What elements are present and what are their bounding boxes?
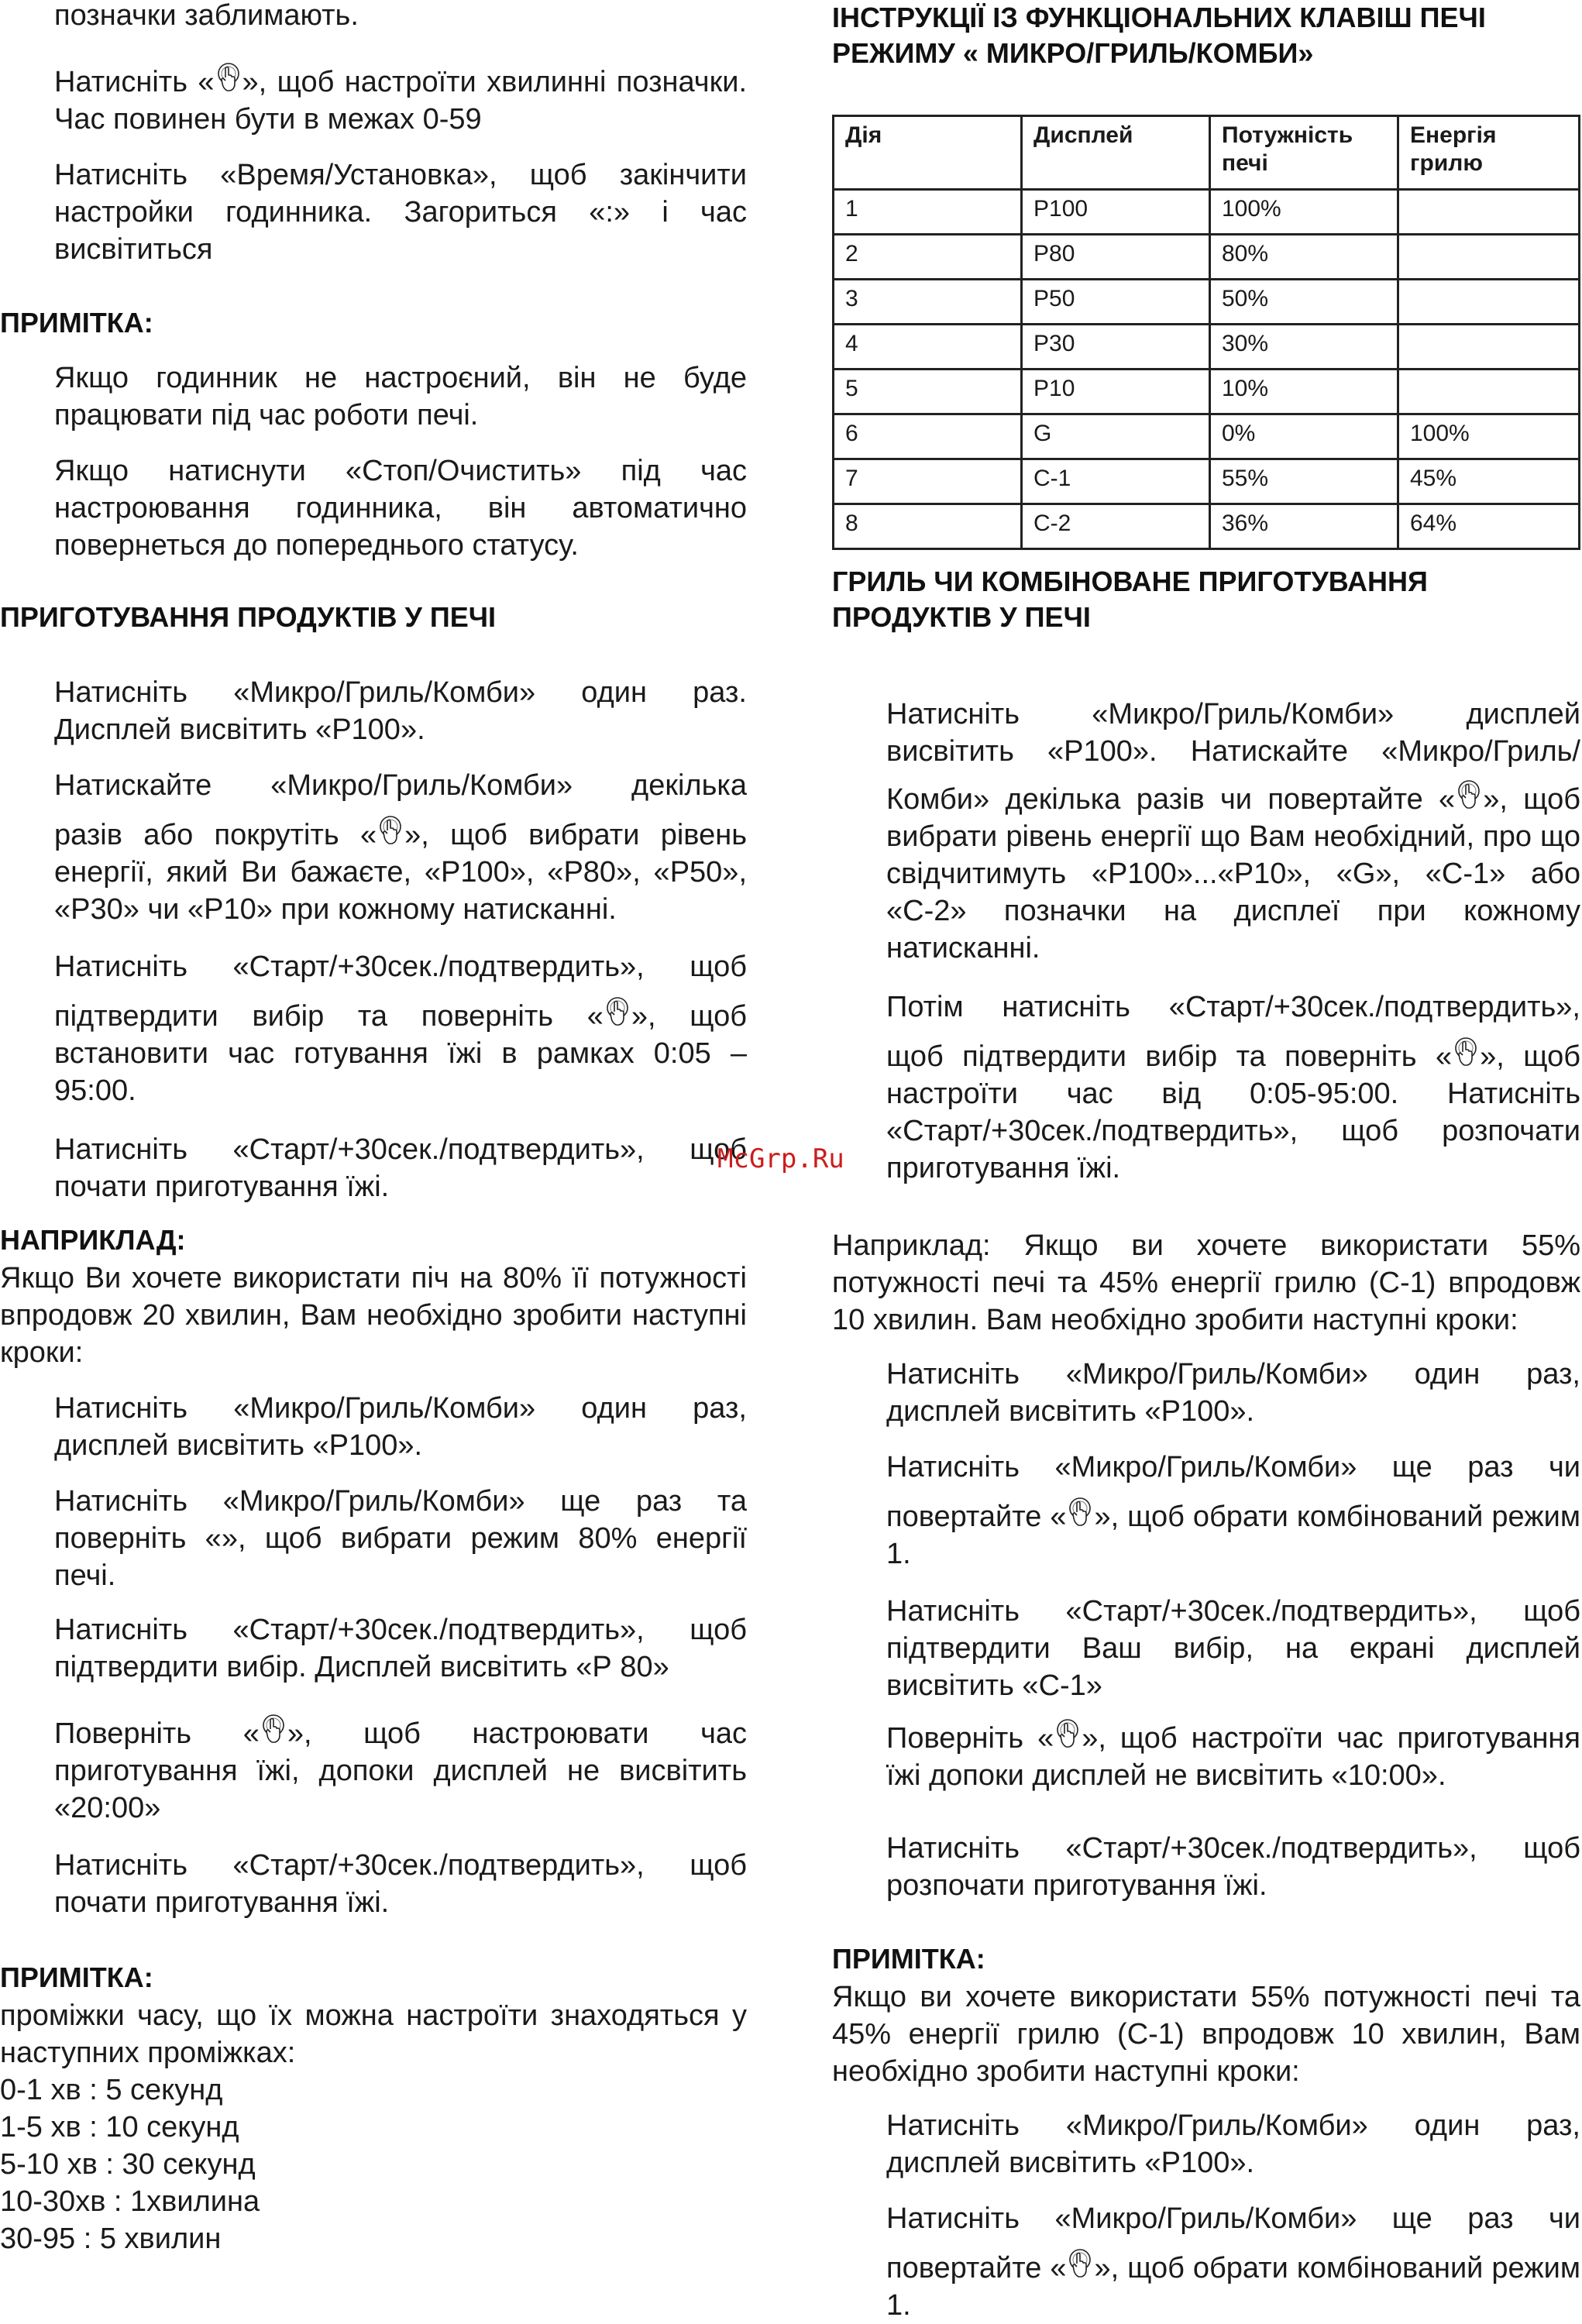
dial-knob-icon — [1054, 1718, 1082, 1751]
grill-example-step-1: Натисніть «Микро/Гриль/Комби» один раз, дисплей висвітить «Р100». — [886, 1358, 1580, 1428]
dial-knob-icon — [377, 815, 404, 847]
dial-knob-icon — [604, 996, 631, 1029]
table-cell: P10 — [1022, 370, 1210, 414]
table-row — [834, 325, 1580, 370]
interval-item: 1-5 хв : 10 секунд — [0, 2111, 239, 2144]
example-intro: Якщо Ви хочете використати піч на 80% її потужності впродовж 20 хвилин, Вам необхідно зробити наступні кроки: — [0, 1262, 747, 1369]
interval-list — [0, 2071, 260, 2257]
note-2-intro: проміжки часу, що їх можна настроїти знаходяться у наступних проміжках: — [0, 1999, 747, 2069]
table-cell: P30 — [1022, 325, 1210, 370]
grill-step-1-line1: Натисніть «Микро/Гриль/Комби» дисплей висвітить «Р100». Натискайте «Микро/Гриль/ — [886, 698, 1580, 768]
dial-knob-icon — [1066, 2248, 1094, 2281]
interval-item: 10-30хв : 1хвилина — [0, 2185, 260, 2218]
table-cell: C-1 — [1022, 459, 1210, 504]
dial-knob-icon — [260, 1714, 287, 1746]
dial-knob-icon — [1455, 779, 1483, 812]
example-step-5: Натисніть «Старт/+30сек./подтвердить», щоб почати приготування їжі. — [54, 1849, 747, 1919]
grill-note-step-1: Натисніть «Микро/Гриль/Комби» один раз, дисплей висвітить «Р100». — [886, 2109, 1580, 2179]
table-cell: P100 — [1022, 190, 1210, 235]
table-row — [834, 280, 1580, 325]
table-cell — [1398, 235, 1580, 280]
table-cell: 0% — [1210, 414, 1398, 459]
cook-step-3 — [54, 948, 747, 1109]
cook-step-2-rest — [54, 815, 747, 928]
example-step-4-post: », щоб настроювати час приготування їжі, допоки дисплей не висвітить «20:00» — [54, 1717, 747, 1824]
cook-step-3-rest — [54, 996, 747, 1109]
cook-step-2-post: », щоб вибрати рівень енергії, який Ви бажаєте, «Р100», «Р80», «Р50», «Р30» чи «Р10» при кожному натисканні. — [54, 819, 747, 926]
column-header: Дія — [834, 116, 1022, 190]
table-row — [834, 370, 1580, 414]
table-cell: P80 — [1022, 235, 1210, 280]
grill-example-step-2 — [886, 1449, 1580, 1573]
cook-step-3-line1: Натисніть «Старт/+30сек./подтвердить», щоб — [54, 951, 747, 983]
interval-item: 30-95 : 5 хвилин — [0, 2223, 222, 2255]
cook-step-2-line1: Натискайте «Микро/Гриль/Комби» декілька — [54, 769, 747, 802]
column-header: Енергія грилю — [1398, 116, 1580, 190]
grill-example-step-3: Натисніть «Старт/+30сек./подтвердить», щоб підтвердити Ваш вибір, на екрані дисплей висвітить «С-1» — [886, 1595, 1580, 1702]
grill-heading: ГРИЛЬ ЧИ КОМБІНОВАНЕ ПРИГОТУВАННЯ ПРОДУКТІВ У ПЕЧІ — [832, 566, 1428, 633]
interval-item: 5-10 хв : 30 секунд — [0, 2148, 256, 2181]
table-cell: 64% — [1398, 504, 1580, 549]
grill-step-2-pre: щоб підтвердити вибір та поверніть « — [886, 1040, 1453, 1073]
table-cell: 55% — [1210, 459, 1398, 504]
grill-step-2-post: », щоб настроїти час від 0:05-95:00. Натисніть «Старт/+30сек./подтвердить», щоб розпочати приготування їжі. — [886, 1040, 1580, 1184]
table-cell: 1 — [834, 190, 1022, 235]
set-minutes-post: », щоб настроїти хвилинні позначки. Час повинен бути в межах 0-59 — [54, 66, 747, 136]
table-cell: 45% — [1398, 459, 1580, 504]
table-cell — [1398, 370, 1580, 414]
table-cell: 100% — [1210, 190, 1398, 235]
grill-example-step-2-line1: Натисніть «Микро/Гриль/Комби» ще раз чи — [886, 1451, 1580, 1483]
grill-example-step-4-post: », щоб настроїти час приготування їжі допоки дисплей не висвітить «10:00». — [886, 1722, 1580, 1792]
table-row — [834, 504, 1580, 549]
grill-note-step-2-rest — [886, 2248, 1580, 2324]
grill-step-1-post: », щоб вибрати рівень енергії що Вам необхідний, про що свідчитимуть «Р100»...«Р10», «G», «С-1» або «С-2» позначки на дисплеї при кожному натисканні. — [886, 783, 1580, 964]
grill-example-step-4 — [886, 1718, 1580, 1794]
cook-step-2 — [54, 767, 747, 928]
table-cell: 6 — [834, 414, 1022, 459]
table-row — [834, 459, 1580, 504]
table-row — [834, 414, 1580, 459]
example-heading: НАПРИКЛАД: — [0, 1224, 186, 1256]
table-cell: 36% — [1210, 504, 1398, 549]
note-stop-text: Якщо натиснути «Стоп/Очистить» під час настроювання годинника, він автоматично повернеться до попереднього статусу. — [54, 455, 747, 562]
table-cell — [1398, 280, 1580, 325]
cooking-heading: ПРИГОТУВАННЯ ПРОДУКТІВ У ПЕЧІ — [0, 601, 497, 633]
table-cell: 8 — [834, 504, 1022, 549]
grill-example-step-2-pre: повертайте « — [886, 1501, 1067, 1533]
example-step-2: Натисніть «Микро/Гриль/Комби» ще раз та поверніть «», щоб вибрати режим 80% енергії печі. — [54, 1485, 747, 1592]
watermark-text: McGrp.Ru — [717, 1143, 844, 1174]
grill-example-step-2-post: », щоб обрати комбінований режим 1. — [886, 1501, 1580, 1570]
grill-step-2-rest — [886, 1037, 1580, 1187]
table-cell: 10% — [1210, 370, 1398, 414]
table-heading: ІНСТРУКЦІЇ ІЗ ФУНКЦІОНАЛЬНИХ КЛАВІШ ПЕЧІ РЕЖИМУ « МИКРО/ГРИЛЬ/КОМБИ» — [832, 2, 1486, 69]
set-minutes-step — [54, 62, 747, 138]
table-cell: 4 — [834, 325, 1022, 370]
grill-note-step-2 — [886, 2200, 1580, 2324]
table-cell: G — [1022, 414, 1210, 459]
example-step-4-pre: Поверніть « — [54, 1717, 260, 1750]
cook-step-4: Натисніть «Старт/+30сек./подтвердить», щоб почати приготування їжі. — [54, 1133, 747, 1203]
set-minutes-pre: Натисніть « — [54, 66, 215, 98]
cook-step-3-pre: підтвердити вибір та поверніть « — [54, 1000, 604, 1033]
table-cell: C-2 — [1022, 504, 1210, 549]
cook-step-2-pre: разів або покрутіть « — [54, 819, 377, 851]
table-cell: 100% — [1398, 414, 1580, 459]
table-cell: P50 — [1022, 280, 1210, 325]
finish-clock-step: Натисніть «Время/Установка», щоб закінчити настройки годинника. Загориться «:» і час висвітиться — [54, 159, 747, 266]
cook-step-1: Натисніть «Микро/Гриль/Комби» один раз. Дисплей висвітить «Р100». — [54, 676, 747, 746]
interval-item: 0-1 хв : 5 секунд — [0, 2074, 223, 2106]
table-cell: 50% — [1210, 280, 1398, 325]
dial-knob-icon — [1066, 1497, 1094, 1529]
column-header: Потужність печі — [1210, 116, 1398, 190]
note-clock-text: Якщо годинник не настроєний, він не буде працювати під час роботи печі. — [54, 362, 747, 431]
grill-note-step-2-pre: повертайте « — [886, 2252, 1067, 2284]
grill-step-2 — [886, 988, 1580, 1187]
example-step-4 — [54, 1714, 747, 1827]
grill-note-heading: ПРИМІТКА: — [832, 1943, 985, 1975]
grill-note-intro: Якщо ви хочете використати 55% потужності печі та 45% енергії грилю (С-1) впродовж 10 хвилин, Вам необхідно зробити наступні кроки: — [832, 1981, 1580, 2088]
grill-example-step-5: Натисніть «Старт/+30сек./подтвердить», щоб розпочати приготування їжі. — [886, 1832, 1580, 1902]
power-levels-table — [832, 115, 1580, 550]
table-cell — [1398, 190, 1580, 235]
table-header-row — [834, 116, 1580, 190]
example-step-1: Натисніть «Микро/Гриль/Комби» один раз, дисплей висвітить «Р100». — [54, 1392, 747, 1462]
grill-note-step-2-line1: Натисніть «Микро/Гриль/Комби» ще раз чи — [886, 2202, 1580, 2235]
table-cell: 80% — [1210, 235, 1398, 280]
table-cell — [1398, 325, 1580, 370]
table-cell: 3 — [834, 280, 1022, 325]
example-step-3: Натисніть «Старт/+30сек./подтвердить», щоб підтвердити вибір. Дисплей висвітить «Р 80» — [54, 1614, 747, 1683]
grill-example-step-4-pre: Поверніть « — [886, 1722, 1054, 1755]
grill-step-1 — [886, 696, 1580, 967]
table-row — [834, 235, 1580, 280]
grill-step-1-pre: Комби» декілька разів чи повертайте « — [886, 783, 1456, 816]
clock-blink-text: позначки заблимають. — [54, 0, 359, 32]
table-cell: 30% — [1210, 325, 1398, 370]
table-cell: 2 — [834, 235, 1022, 280]
dial-knob-icon — [215, 62, 242, 95]
grill-step-1-rest — [886, 779, 1580, 967]
grill-step-2-line1: Потім натисніть «Старт/+30сек./подтвердить», — [886, 991, 1580, 1023]
dial-knob-icon — [1452, 1037, 1480, 1069]
grill-note-step-2-post: », щоб обрати комбінований режим 1. — [886, 2252, 1580, 2322]
column-header: Дисплей — [1022, 116, 1210, 190]
note-2-heading: ПРИМІТКА: — [0, 1961, 153, 1993]
table-cell: 7 — [834, 459, 1022, 504]
note-heading: ПРИМІТКА: — [0, 307, 153, 339]
table-row — [834, 190, 1580, 235]
grill-example-intro: Наприклад: Якщо ви хочете використати 55% потужності печі та 45% енергії грилю (С-1) впродовж 10 хвилин. Вам необхідно зробити наступні кроки: — [832, 1229, 1580, 1336]
grill-example-step-2-rest — [886, 1497, 1580, 1573]
cook-step-3-post: », щоб встановити час готування їжі в рамках 0:05 – 95:00. — [54, 1000, 747, 1107]
table-cell: 5 — [834, 370, 1022, 414]
